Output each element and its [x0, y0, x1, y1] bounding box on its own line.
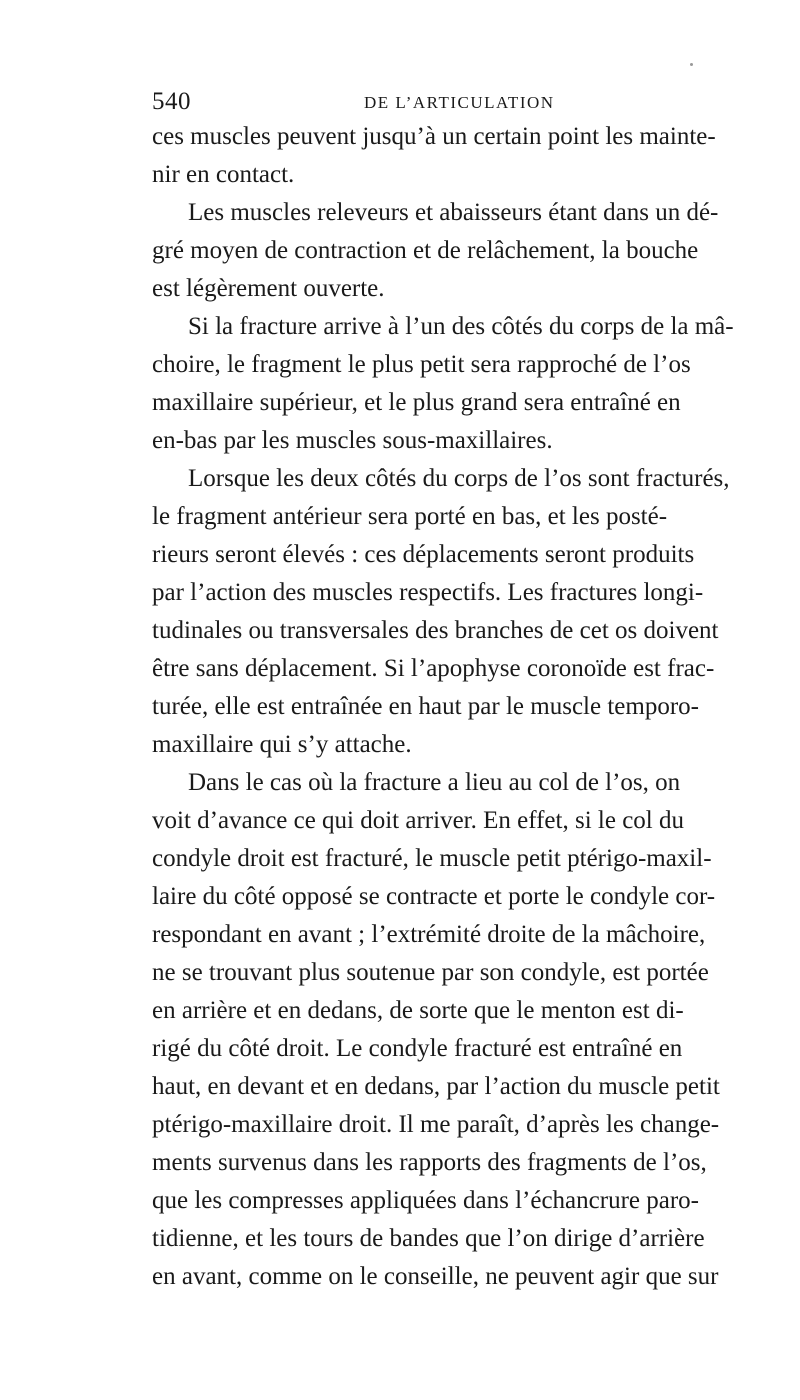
text-line: condyle droit est fracturé, le muscle petit ptérigo-maxil-	[152, 845, 712, 872]
text-line: tidienne, et les tours de bandes que l’on dirige d’arrière	[152, 1225, 705, 1252]
text-line: gré moyen de contraction et de relâchement, la bouche	[152, 237, 699, 264]
text-line: maxillaire supérieur, et le plus grand sera entraîné en	[152, 389, 681, 416]
text-line: maxillaire qui s’y attache.	[152, 731, 412, 758]
text-line: rigé du côté droit. Le condyle fracturé est entraîné en	[152, 1035, 683, 1062]
text-line: Dans le cas où la fracture a lieu au col de l’os, on	[188, 769, 681, 796]
text-line: respondant en avant ; l’extrémité droite de la mâchoire,	[152, 921, 706, 948]
text-line: en-bas par les muscles sous-maxillaires.	[152, 427, 553, 454]
text-line: en avant, comme on le conseille, ne peuvent agir que sur	[152, 1263, 719, 1290]
paper-speck	[690, 63, 693, 66]
text-line: tudinales ou transversales des branches de cet os doivent	[152, 617, 719, 644]
text-line: ne se trouvant plus soutenue par son condyle, est portée	[152, 959, 709, 986]
page-number: 540	[152, 88, 191, 115]
text-line: choire, le fragment le plus petit sera rapproché de l’os	[152, 351, 691, 378]
text-line: par l’action des muscles respectifs. Les fractures longi-	[152, 579, 704, 606]
text-line: nir en contact.	[152, 161, 295, 188]
text-line: Si la fracture arrive à l’un des côtés du corps de la mâ-	[188, 313, 734, 340]
text-line: est légèrement ouverte.	[152, 275, 385, 302]
text-line: ptérigo-maxillaire droit. Il me paraît, d’après les change-	[152, 1111, 720, 1138]
text-line: Les muscles releveurs et abaisseurs étant dans un dé-	[188, 199, 719, 226]
text-line: le fragment antérieur sera porté en bas, et les posté-	[152, 503, 668, 530]
text-line: turée, elle est entraînée en haut par le muscle temporo-	[152, 693, 699, 720]
text-line: être sans déplacement. Si l’apophyse coronoïde est frac-	[152, 655, 715, 682]
running-head	[152, 88, 662, 118]
text-line: haut, en devant et en dedans, par l’action du muscle petit	[152, 1073, 720, 1100]
text-line: voit d’avance ce qui doit arriver. En effet, si le col du	[152, 807, 684, 834]
text-line: laire du côté opposé se contracte et porte le condyle cor-	[152, 883, 716, 910]
text-line: rieurs seront élevés : ces déplacements seront produits	[152, 541, 695, 568]
text-line: Lorsque les deux côtés du corps de l’os sont fracturés,	[188, 465, 730, 492]
text-line: ces muscles peuvent jusqu’à un certain point les mainte-	[152, 123, 716, 150]
body-text	[152, 118, 734, 1296]
text-line: en arrière et en dedans, de sorte que le menton est di-	[152, 997, 684, 1024]
running-title: DE L’ARTICULATION	[364, 93, 555, 112]
text-line: que les compresses appliquées dans l’échancrure paro-	[152, 1187, 699, 1214]
text-line: ments survenus dans les rapports des fragments de l’os,	[152, 1149, 707, 1176]
